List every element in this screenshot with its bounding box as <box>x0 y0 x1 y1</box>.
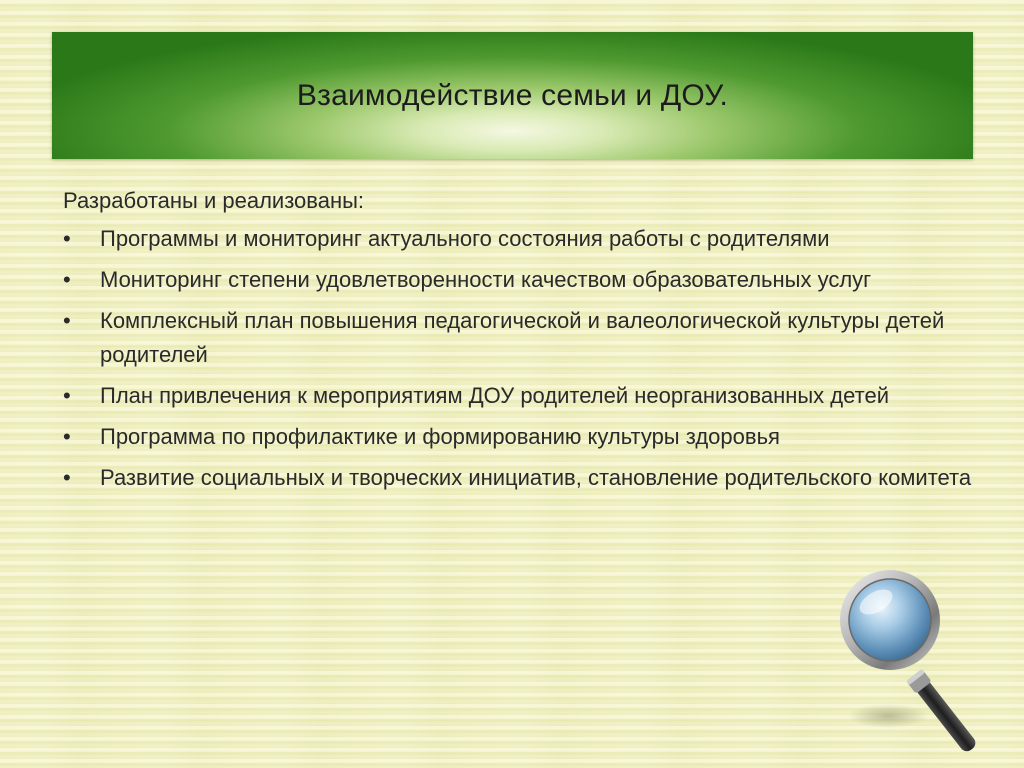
bullet-icon: • <box>63 424 71 449</box>
intro-text: Разработаны и реализованы: <box>63 188 365 213</box>
list-item <box>63 263 983 297</box>
bullet-list <box>63 222 983 495</box>
slide-title: Взаимодействие семьи и ДОУ. <box>296 78 729 112</box>
list-item-text: Программа по профилактике и формированию культуры здоровья <box>100 424 780 449</box>
list-item-text: План привлечения к мероприятиям ДОУ родителей неорганизованных детей <box>100 383 889 408</box>
list-item-text: Мониторинг степени удовлетворенности качеством образовательных услуг <box>100 267 872 292</box>
bullet-icon: • <box>63 465 71 490</box>
slide-content <box>63 184 983 502</box>
bullet-icon: • <box>63 383 71 408</box>
bullet-icon: • <box>63 267 71 292</box>
list-item <box>63 379 983 413</box>
bullet-icon: • <box>63 308 71 333</box>
list-item-text: Программы и мониторинг актуального состояния работы с родителями <box>100 226 830 251</box>
list-item-text: Развитие социальных и творческих инициатив, становление родительского комитета <box>100 465 972 490</box>
list-item <box>63 304 983 372</box>
list-item-text: Комплексный план повышения педагогической и валеологической культуры детей родителей <box>100 308 945 367</box>
list-item <box>63 222 983 256</box>
list-item <box>63 420 983 454</box>
list-item <box>63 461 983 495</box>
title-banner <box>52 32 973 159</box>
bullet-icon: • <box>63 226 71 251</box>
magnifying-glass-icon <box>838 566 988 761</box>
